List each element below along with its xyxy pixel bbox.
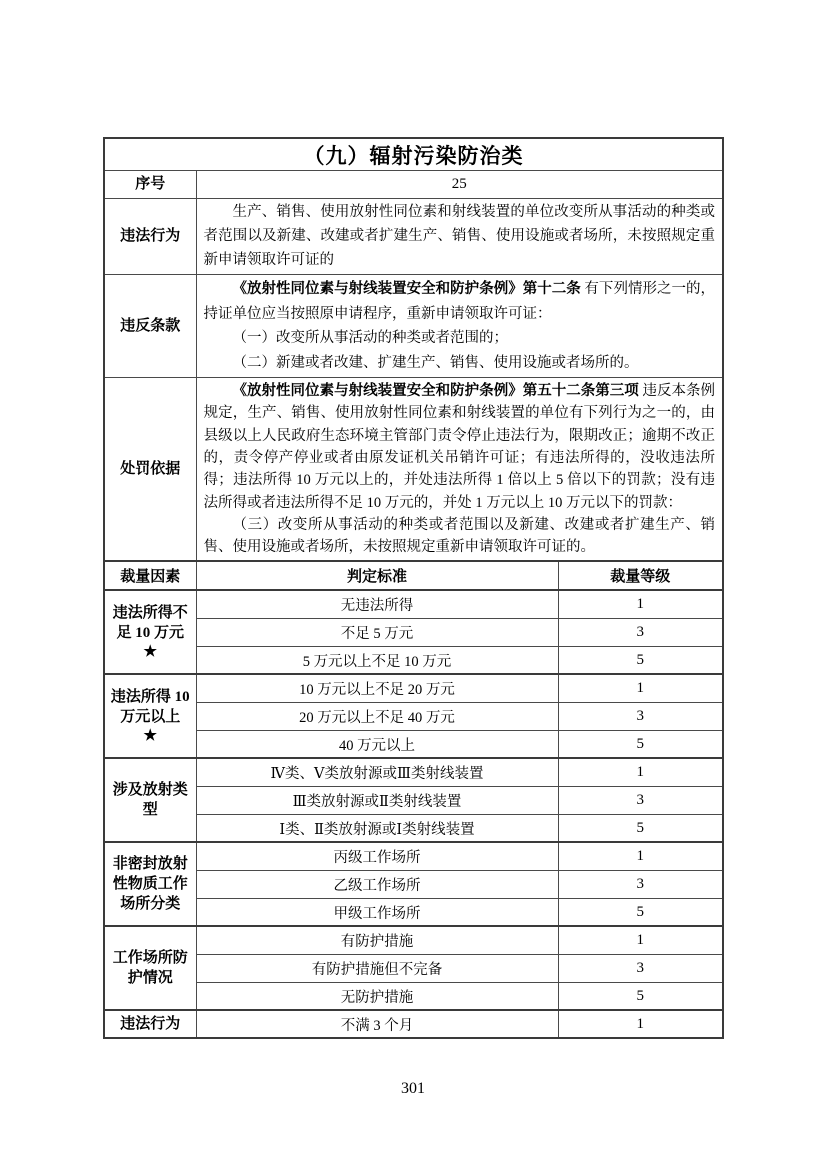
factor-unsealed-workplace-class	[104, 842, 196, 926]
factor-workplace-protection	[104, 926, 196, 1010]
penalty-basis-label: 处罚依据	[104, 378, 196, 562]
penalty-basis-paragraph-2: （三）改变所从事活动的种类或者范围以及新建、改建或者扩建生产、销售、使用设施或者场所，未按照规定重新申请领取许可证的。	[203, 516, 715, 556]
star-icon: ★	[143, 728, 157, 745]
criterion: 40 万元以上	[196, 730, 558, 758]
clause-body: 有下列情形之一的，持证单位应当按照原申请程序，重新申请领取许可证：	[203, 281, 716, 322]
matrix-header-row	[104, 561, 723, 590]
serial-number-label: 序号	[104, 171, 196, 199]
penalty-basis-row	[104, 378, 723, 562]
grade: 5	[558, 646, 723, 674]
violation-act-text	[196, 199, 723, 275]
criterion: 甲级工作场所	[196, 898, 558, 926]
table-row	[104, 982, 723, 1010]
table-row	[104, 926, 723, 954]
header-judgment-standard: 判定标准	[196, 561, 558, 590]
grade: 1	[558, 758, 723, 786]
table-row	[104, 618, 723, 646]
grade: 3	[558, 786, 723, 814]
table-row	[104, 758, 723, 786]
criterion: 不足 5 万元	[196, 618, 558, 646]
criterion: 5 万元以上不足 10 万元	[196, 646, 558, 674]
violation-act-row	[104, 199, 723, 275]
grade: 3	[558, 870, 723, 898]
factor-violation-duration	[104, 1010, 196, 1038]
violated-clause-paragraph-3: （二）新建或者改建、扩建生产、销售、使用设施或者场所的。	[232, 354, 639, 371]
grade: 1	[558, 926, 723, 954]
violated-clause-row	[104, 275, 723, 378]
penalty-basis-paragraph-1	[204, 380, 716, 514]
grade: 3	[558, 954, 723, 982]
factor-label: 涉及放射类型	[112, 782, 188, 819]
criterion: 无违法所得	[196, 590, 558, 618]
page-number: 301	[401, 1080, 425, 1097]
criterion: 有防护措施	[196, 926, 558, 954]
table-row	[104, 954, 723, 982]
table-row	[104, 786, 723, 814]
criterion: 10 万元以上不足 20 万元	[196, 674, 558, 702]
criterion: 无防护措施	[196, 982, 558, 1010]
factor-label: 非密封放射性物质工作场所分类	[112, 856, 188, 913]
grade: 1	[558, 1010, 723, 1038]
table-row	[104, 702, 723, 730]
table-row	[104, 590, 723, 618]
grade: 5	[558, 898, 723, 926]
serial-number-row	[104, 171, 723, 199]
grade: 3	[558, 702, 723, 730]
criterion: 有防护措施但不完备	[196, 954, 558, 982]
violated-clause-label: 违反条款	[104, 275, 196, 378]
serial-number-value: 25	[196, 171, 723, 199]
criterion: 丙级工作场所	[196, 842, 558, 870]
factor-illegal-gain-under-100k	[104, 590, 196, 674]
table-row	[104, 1010, 723, 1038]
penalty-basis-text	[196, 378, 723, 562]
header-discretion-factor: 裁量因素	[104, 561, 196, 590]
factor-radiation-type	[104, 758, 196, 842]
criterion: Ⅲ类放射源或Ⅱ类射线装置	[196, 786, 558, 814]
violated-clause-text	[196, 275, 723, 378]
star-icon: ★	[143, 644, 157, 661]
regulation-table	[103, 137, 724, 1039]
grade: 3	[558, 618, 723, 646]
clause-citation: 《放射性同位素与射线装置安全和防护条例》第十二条	[232, 281, 581, 298]
table-row	[104, 814, 723, 842]
table-row	[104, 730, 723, 758]
grade: 5	[558, 814, 723, 842]
table-row	[104, 842, 723, 870]
criterion: 乙级工作场所	[196, 870, 558, 898]
grade: 5	[558, 982, 723, 1010]
table-title-row	[104, 138, 723, 171]
factor-label: 违法所得 10 万元以上	[110, 689, 190, 726]
factor-label: 违法行为	[120, 1016, 181, 1033]
violation-act-paragraph: 生产、销售、使用放射性同位素和射线装置的单位改变所从事活动的种类或者范围以及新建、改建或者扩建生产、销售、使用设施或者场所，未按照规定重新申请领取许可证的	[203, 204, 715, 268]
table-row	[104, 646, 723, 674]
violated-clause-paragraph-1	[204, 277, 716, 326]
section-title: （九）辐射污染防治类	[104, 138, 723, 171]
grade: 1	[558, 590, 723, 618]
criterion: 20 万元以上不足 40 万元	[196, 702, 558, 730]
table-row	[104, 870, 723, 898]
violated-clause-paragraph-2: （一）改变所从事活动的种类或者范围的；	[232, 330, 508, 347]
table-row	[104, 674, 723, 702]
table-row	[104, 898, 723, 926]
factor-label: 违法所得不足 10 万元	[112, 605, 188, 642]
factor-illegal-gain-over-100k	[104, 674, 196, 758]
penalty-body: 违反本条例规定，生产、销售、使用放射性同位素和射线装置的单位有下列行为之一的，由县级以上人民政府生态环境主管部门责令停止违法行为，限期改正；逾期不改正的，责令停产停业或者由原发证机关吊销许可证；有违法所得的，没收违法所得；违法所得 10 万元以上的，并处违法所得 1 倍以上 5 倍以下的罚款；没有违法所得或者违法所得不足 10 万元的，并处 1 万元以上 10 万元以下的罚款：	[203, 383, 716, 511]
grade: 1	[558, 674, 723, 702]
grade: 1	[558, 842, 723, 870]
criterion: Ⅰ类、Ⅱ类放射源或Ⅰ类射线装置	[196, 814, 558, 842]
criterion: Ⅳ类、Ⅴ类放射源或Ⅲ类射线装置	[196, 758, 558, 786]
criterion: 不满 3 个月	[196, 1010, 558, 1038]
header-discretion-grade: 裁量等级	[558, 561, 723, 590]
grade: 5	[558, 730, 723, 758]
violation-act-label: 违法行为	[104, 199, 196, 275]
factor-label: 工作场所防护情况	[112, 950, 188, 987]
penalty-citation: 《放射性同位素与射线装置安全和防护条例》第五十二条第三项	[232, 383, 639, 400]
